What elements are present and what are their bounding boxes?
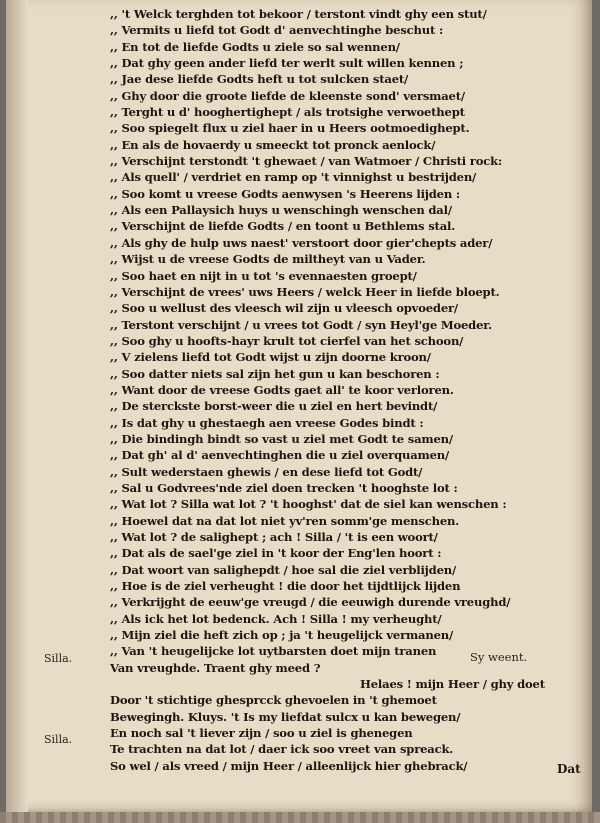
verse-line: Van vreughde. Traent ghy meed ? [110,660,321,675]
verse-line: ,, En als de hovaerdy u smeeckt tot pronck aenlock/ [110,137,436,152]
verse-line: ,, Dat als de sael'ge ziel in 't koor der Eng'len hoort : [110,546,442,561]
verse-line: ,, Soo spiegelt flux u ziel haer in u Heers ootmoedighept. [110,121,470,136]
verse-line: ,, Mijn ziel die heft zich op ; ja 't heugelijck vermanen/ [110,628,454,643]
catchword: Dat [557,762,581,776]
verse-line: ,, Ghy door die groote liefde de kleenste sond' versmaet/ [110,88,465,103]
verse-line: ,, Terght u d' hooghertighept / als trotsighe verwoethept [110,105,465,120]
verse-line: ,, Dat ghy geen ander liefd ter werlt sult willen kennen ; [110,56,464,71]
verse-line: ,, Is dat ghy u ghestaegh aen vreese Godes bindt : [110,415,424,430]
verse-line: ,, Verschijnt terstondt 't ghewaet / van Watmoer / Christi rock: [110,154,503,169]
stage-direction: Sy weent. [470,650,528,664]
verse-line: ,, Sal u Godvrees'nde ziel doen trecken 't hooghste lot : [110,480,458,495]
verse-line: ,, Als ick het lot bedenck. Ach ! Silla ! my verheught/ [110,611,442,626]
verse-line: ,, Want door de vreese Godts gaet all' te koor verloren. [110,382,454,397]
page-gutter [6,0,28,812]
verse-line: ,, Verschijnt de liefde Godts / en toont u Bethlems stal. [110,219,456,234]
verse-line: Door 't stichtige ghesprcck ghevoelen in 't ghemoet [110,693,437,708]
verse-line: ,, Soo haet en nijt in u tot 's evennaesten groept/ [110,268,417,283]
verse-line: ,, Soo datter niets sal zijn het gun u kan beschoren : [110,366,440,381]
verse-line: ,, Soo u wellust des vleesch wil zijn u vleesch opvoeder/ [110,301,458,316]
verse-line: ,, V zielens liefd tot Godt wijst u zijn doorne kroon/ [110,350,431,365]
verse-line: ,, Dat gh' al d' aenvechtinghen die u ziel overquamen/ [110,448,450,463]
verse-line: ,, Die bindingh bindt so vast u ziel met Godt te samen/ [110,431,453,446]
verse-line: ,, Als een Pallaysich huys u wenschingh wenschen dal/ [110,203,452,218]
verse-line: Helaes ! mijn Heer / ghy doet [360,677,545,692]
verse-line: Te trachten na dat lot / daer ick soo vreet van spreack. [110,742,454,757]
verse-line: ,, Als quell' / verdriet en ramp op 't vinnighst u bestrijden/ [110,170,477,185]
verse-line: ,, Wat lot ? Silla wat lot ? 't hooghst' dat de siel kan wenschen : [110,497,507,512]
verse-line: En noch sal 't liever zijn / soo u ziel is ghenegen [110,726,413,741]
speaker-label: Silla. [44,733,73,746]
table-surface [0,812,600,823]
verse-line: ,, En tot de liefde Godts u ziele so sal wennen/ [110,39,400,54]
verse-line: ,, Als ghy de hulp uws naest' verstoort door gier'chepts ader/ [110,235,493,250]
verse-line: ,, Verschijnt de vrees' uws Heers / welck Heer in liefde bloept. [110,284,500,299]
verse-line: ,, Terstont verschijnt / u vrees tot Godt / syn Heyl'ge Moeder. [110,317,492,332]
verse-line: ,, Vermits u liefd tot Godt d' aenvechtinghe beschut : [110,23,444,38]
verse-line: ,, Hoe is de ziel verheught ! die door het tijdtlijck lijden [110,579,461,594]
verse-line: ,, Wijst u de vreese Godts de miltheyt van u Vader. [110,252,426,267]
verse-line: ,, Wat lot ? de salighept ; ach ! Silla / 't is een woort/ [110,530,438,544]
verse-line: Bewegingh. Kluys. 't Is my liefdat sulcx u kan bewegen/ [110,709,461,724]
verse-line: ,, Soo ghy u hoofts-hayr krult tot cierfel van het schoon/ [110,333,464,348]
verse-line: ,, De sterckste borst-weer die u ziel en hert bevindt/ [110,399,438,414]
speaker-label: Silla. [44,652,73,665]
verse-line: So wel / als vreed / mijn Heer / alleenlijck hier ghebrack/ [110,758,468,773]
verse-line: ,, Verkrijght de eeuw'ge vreugd / die eeuwigh durende vreughd/ [110,595,511,610]
verse-line: ,, 't Welck terghden tot bekoor / terstont vindt ghy een stut/ [110,7,487,21]
verse-line: ,, Dat woort van salighepdt / hoe sal die ziel verblijden/ [110,562,457,577]
verse-line: ,, Van 't heugelijcke lot uytbarsten doet mijn tranen [110,644,437,659]
verse-line: ,, Soo komt u vreese Godts aenwysen 's Heerens lijden : [110,186,461,201]
verse-line: ,, Sult wederstaen ghewis / en dese liefd tot Godt/ [110,464,423,479]
verse-line: ,, Hoewel dat na dat lot niet yv'ren somm'ge menschen. [110,513,460,528]
verse-line: ,, Jae dese liefde Godts heft u tot sulcken staet/ [110,72,409,87]
